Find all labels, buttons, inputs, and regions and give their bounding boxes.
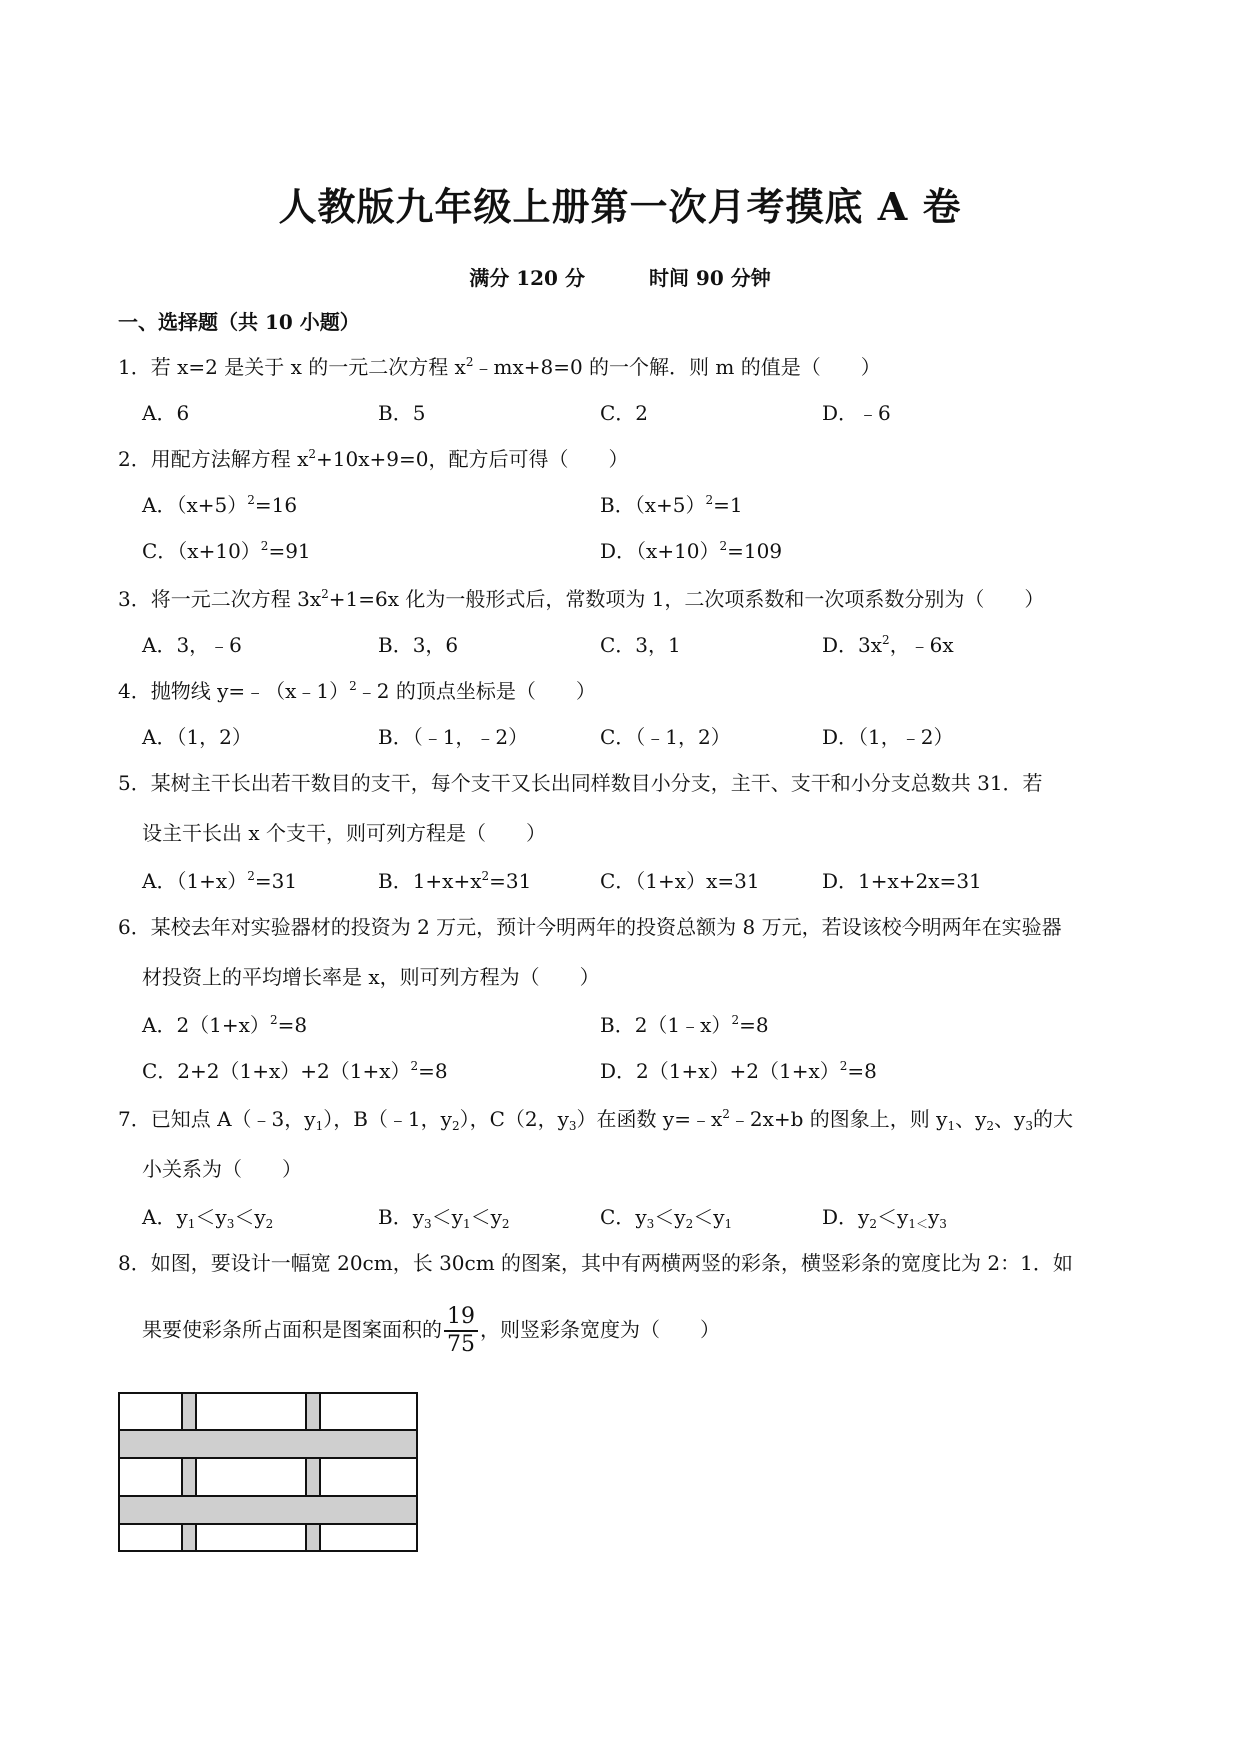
- q5-option-b[interactable]: B．$1+x+x^2=31$: [378, 869, 532, 893]
- q3-option-d[interactable]: D．$3x^2$，﹣6x: [822, 633, 954, 657]
- pattern-outline: [119, 1393, 417, 1551]
- q1-option-d[interactable]: D．﹣6: [822, 401, 891, 425]
- vertical-stripe-2-bottom: [306, 1524, 320, 1551]
- q1-option-a[interactable]: A．6: [142, 401, 190, 425]
- q1-option-b[interactable]: B．5: [378, 401, 426, 425]
- question-8: 8．如图，要设计一幅宽 20cm，长 30cm 的图案，其中有两横两竖的彩条，横竖彩条的宽度比为 2：1．如: [118, 1251, 1073, 1275]
- q3-option-b[interactable]: B．3，6: [378, 633, 459, 657]
- q5-option-c[interactable]: C．（1+x）x=31: [600, 869, 760, 893]
- question-4: 4．抛物线 y=﹣（x﹣1）$^2$﹣2 的顶点坐标是（ ）: [118, 679, 596, 703]
- question-3: 3．将一元二次方程 $3x^2+1=6x$ 化为一般形式后，常数项为 1，二次项系数和一次项系数分别为（ ）: [118, 587, 1045, 611]
- q6-option-a[interactable]: A．$2(1+x)^2=8$: [142, 1013, 308, 1037]
- vertical-stripe-1-top: [182, 1393, 196, 1430]
- question-6-line2: 材投资上的平均增长率是 x，则可列方程为（ ）: [142, 965, 600, 989]
- q7-option-a[interactable]: A．$y_1<y_3<y_2$: [142, 1205, 274, 1231]
- question-5: 5．某树主干长出若干数目的支干，每个支干又长出同样数目小分支，主干、支干和小分支总数共 31．若: [118, 771, 1043, 795]
- vertical-stripe-1-mid: [182, 1458, 196, 1496]
- vertical-stripe-2-mid: [306, 1458, 320, 1496]
- exam-meta: [0, 262, 1240, 291]
- section-heading: 一、选择题（共 10 小题）: [118, 310, 360, 334]
- q2-option-c[interactable]: C．$(x+10)^2=91$: [142, 539, 311, 563]
- vertical-stripe-2-top: [306, 1393, 320, 1430]
- horizontal-stripe-1: [119, 1430, 417, 1458]
- q4-option-a[interactable]: A．（1，2）: [142, 725, 252, 749]
- q5-option-d[interactable]: D．1+x+2x=31: [822, 869, 982, 893]
- q3-option-c[interactable]: C．3，1: [600, 633, 681, 657]
- question-5-line2: 设主干长出 x 个支干，则可列方程是（ ）: [142, 821, 546, 845]
- q3-option-a[interactable]: A．3，﹣6: [142, 633, 242, 657]
- horizontal-stripe-2: [119, 1496, 417, 1524]
- q6-option-b[interactable]: B．2（1﹣x）$^2$=8: [600, 1013, 769, 1037]
- q2-option-b[interactable]: B．$(x+5)^2=1$: [600, 493, 743, 517]
- stripe-pattern-figure: [118, 1392, 420, 1562]
- q2-option-a[interactable]: A．$(x+5)^2=16$: [142, 493, 298, 517]
- q2-option-d[interactable]: D．$(x+10)^2=109$: [600, 539, 783, 563]
- page-title: 人教版九年级上册第一次月考摸底 A 卷: [278, 184, 962, 229]
- question-6: 6．某校去年对实验器材的投资为 2 万元，预计今明两年的投资总额为 8 万元，若设该校今明两年在实验器: [118, 915, 1062, 939]
- q6-option-d[interactable]: D．$2(1+x)+2(1+x)^2=8$: [600, 1059, 877, 1083]
- q7-option-c[interactable]: C．$y_3<y_2<y_1$: [600, 1205, 733, 1231]
- q4-option-d[interactable]: D．（1，﹣2）: [822, 725, 954, 749]
- q7-option-b[interactable]: B．$y_3<y_1<y_2$: [378, 1205, 510, 1231]
- q6-option-c[interactable]: C．$2+2(1+x)+2(1+x)^2=8$: [142, 1059, 448, 1083]
- full-score: 满分 120 分: [469, 266, 585, 290]
- q7-option-d[interactable]: D．$y_2<y_{1<}y_3$: [822, 1205, 947, 1231]
- vertical-stripe-1-bottom: [182, 1524, 196, 1551]
- question-7-line2: 小关系为（ ）: [142, 1157, 302, 1181]
- q1-option-c[interactable]: C．2: [600, 401, 649, 425]
- q4-option-b[interactable]: B．（﹣1，﹣2）: [378, 725, 529, 749]
- q5-option-a[interactable]: A．$(1+x)^2=31$: [142, 869, 298, 893]
- area-fraction: $\frac{19}{75}$: [444, 1304, 478, 1358]
- question-2: 2．用配方法解方程 $x^2+10x+9=0$，配方后可得（ ）: [118, 447, 629, 471]
- question-7: 7．已知点 A（﹣3，$y_1$），B（﹣1，$y_2$），C（2，$y_3$）在函数 $y=﹣x^2﹣2x+b$ 的图象上，则 $y_1$、$y_2$、$y_3$的大: [118, 1107, 1074, 1133]
- q4-option-c[interactable]: C．（﹣1，2）: [600, 725, 731, 749]
- question-1: 1．若 x=2 是关于 x 的一元二次方程 $x^2﹣mx+8=0$ 的一个解．则 m 的值是（ ）: [118, 355, 881, 379]
- time-limit: 时间 90 分钟: [648, 266, 771, 290]
- stripe-pattern-diagram: [118, 1392, 420, 1558]
- question-8-line2: 果要使彩条所占面积是图案面积的 $\frac{19}{75}$ ，则竖彩条宽度为（ ）: [142, 1304, 720, 1357]
